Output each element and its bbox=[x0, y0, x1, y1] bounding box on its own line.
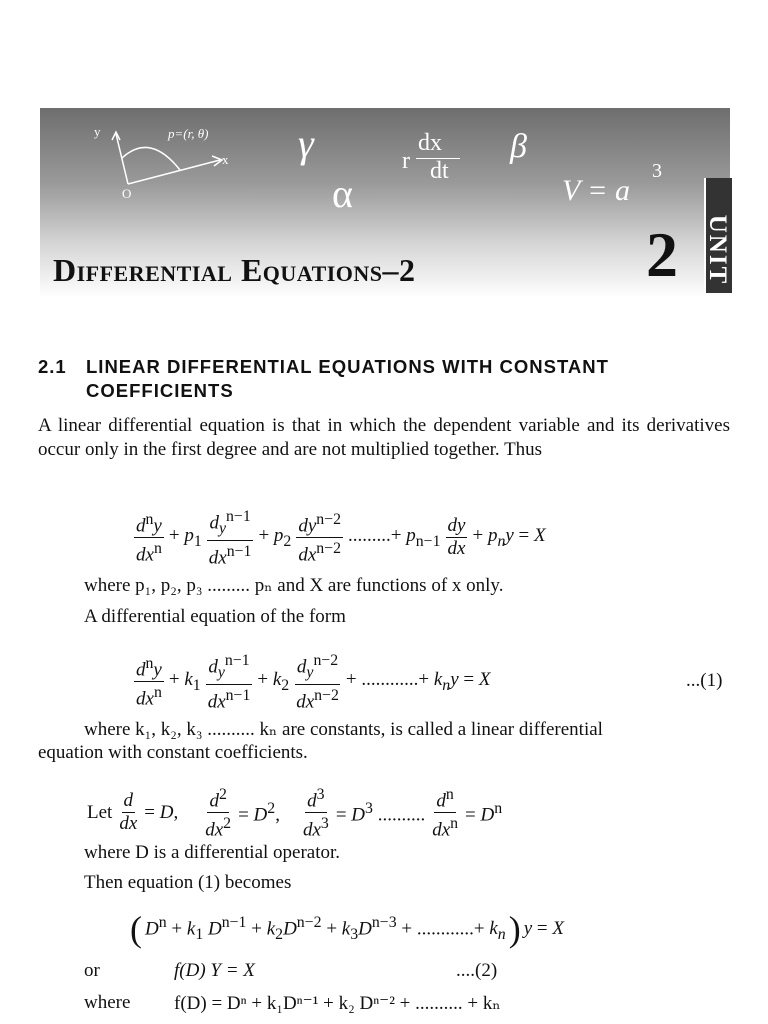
intro-paragraph: A linear differential equation is that in which the dependent variable and its derivatives occur only in the first degree and are not multiplied together. Thus bbox=[38, 415, 730, 460]
section-title-line2: COEFFICIENTS bbox=[86, 380, 234, 401]
fraction: $\frac{dy^{n-2}}{dx^{n-2}}$ bbox=[298, 510, 342, 566]
gamma-symbol: γ bbox=[298, 121, 314, 166]
where-label: where bbox=[84, 992, 131, 1013]
equation-two: f(D) Y = X bbox=[174, 960, 255, 981]
axis-y-label: y bbox=[94, 124, 101, 139]
equation-number-1: ...(1) bbox=[686, 670, 723, 691]
general-equation: $\frac{d^ny}{dx^n}$ + $p_1$ $\frac{d_y^{n-1}}{dx^{n-1}}$ + $p_2$ $\frac{dy^{n-2}}{dx^{n-2}}$ .........+ $p_{n-1}$ $\frac{dy}{dx}$ + $p_ny = X$ bbox=[136, 508, 546, 569]
fD-definition: f(D) = Dⁿ + k₁Dⁿ⁻¹ + k₂ Dⁿ⁻² + .......... + kₙ bbox=[174, 993, 501, 1014]
origin-label: O bbox=[122, 186, 132, 201]
cube-exponent: 3 bbox=[652, 160, 662, 182]
section-title-line1: LINEAR DIFFERENTIAL EQUATIONS WITH CONSTANT bbox=[86, 356, 609, 377]
operator-line: where D is a differential operator. bbox=[84, 842, 341, 863]
or-label: or bbox=[84, 960, 100, 981]
beta-symbol: β bbox=[510, 128, 527, 165]
unit-number: 2 bbox=[646, 219, 678, 290]
dt-symbol: dt bbox=[430, 158, 449, 184]
where-k-line1: where k₁, k₂, k₃ .......... kₙ are constants, is called a linear differential bbox=[84, 719, 603, 740]
fraction: $\frac{dy}{dx}$ bbox=[447, 515, 466, 560]
unit-label: UNIT bbox=[704, 214, 731, 286]
fraction: $\frac{d_y^{n-1}}{dx^{n-1}}$ bbox=[207, 652, 251, 713]
fraction: $\frac{d^2}{dx^2}$ bbox=[205, 786, 232, 841]
where-p-line: where p₁, p₂, p₃ ......... pₙ and X are functions of x only. bbox=[84, 575, 504, 596]
alpha-symbol: α bbox=[332, 171, 353, 216]
equation-number-2: ....(2) bbox=[456, 960, 498, 981]
section-heading bbox=[38, 355, 730, 403]
fraction: $\frac{d^n}{dx^n}$ bbox=[432, 786, 459, 841]
operator-form-equation: ( $D^n + k_1$ $D^{n-1} + k_2D^{n-2} + k_3D^{n-3}$ + ............+ $k_n$ ) y = X bbox=[130, 909, 564, 950]
equation-one: $\frac{d^ny}{dx^n}$ + $k_1$ $\frac{d_y^{n-1}}{dx^{n-1}}$ + $k_2$ $\frac{d_y^{n-2}}{dx^{n-2}}$ + ............+ $k_ny = X$ bbox=[136, 652, 491, 713]
fraction: $\frac{d_y^{n-2}}{dx^{n-2}}$ bbox=[296, 652, 339, 713]
let-label: Let bbox=[87, 801, 113, 823]
dx-symbol: dx bbox=[418, 130, 442, 156]
volume-formula: V = a bbox=[562, 174, 631, 207]
fraction: $\frac{d^ny}{dx^n}$ bbox=[136, 510, 162, 566]
then-line: Then equation (1) becomes bbox=[84, 872, 292, 893]
fraction: $\frac{d_y^{n-1}}{dx^{n-1}}$ bbox=[208, 508, 252, 569]
chapter-title: Differential Equations–2 bbox=[53, 252, 416, 288]
where-k-line2: equation with constant coefficients. bbox=[38, 742, 308, 763]
form-intro-line: A differential equation of the form bbox=[84, 606, 346, 627]
fraction: $\frac{d}{dx}$ bbox=[119, 790, 138, 835]
r-symbol: r bbox=[402, 148, 410, 174]
section-number: 2.1 bbox=[38, 356, 67, 377]
let-definitions: Let $\frac{d}{dx}$ = D, $\frac{d^2}{dx^2}$ = $D^2$, $\frac{d^3}{dx^3}$ = $D^3$ .......... $\frac{d^n}{dx^n}$ = $D^n$ bbox=[87, 786, 503, 841]
axis-x-label: x bbox=[222, 152, 229, 167]
fraction: $\frac{d^ny}{dx^n}$ bbox=[136, 654, 162, 710]
fraction: $\frac{d^3}{dx^3}$ bbox=[302, 786, 329, 841]
polar-label: p=(r, θ) bbox=[168, 126, 209, 141]
